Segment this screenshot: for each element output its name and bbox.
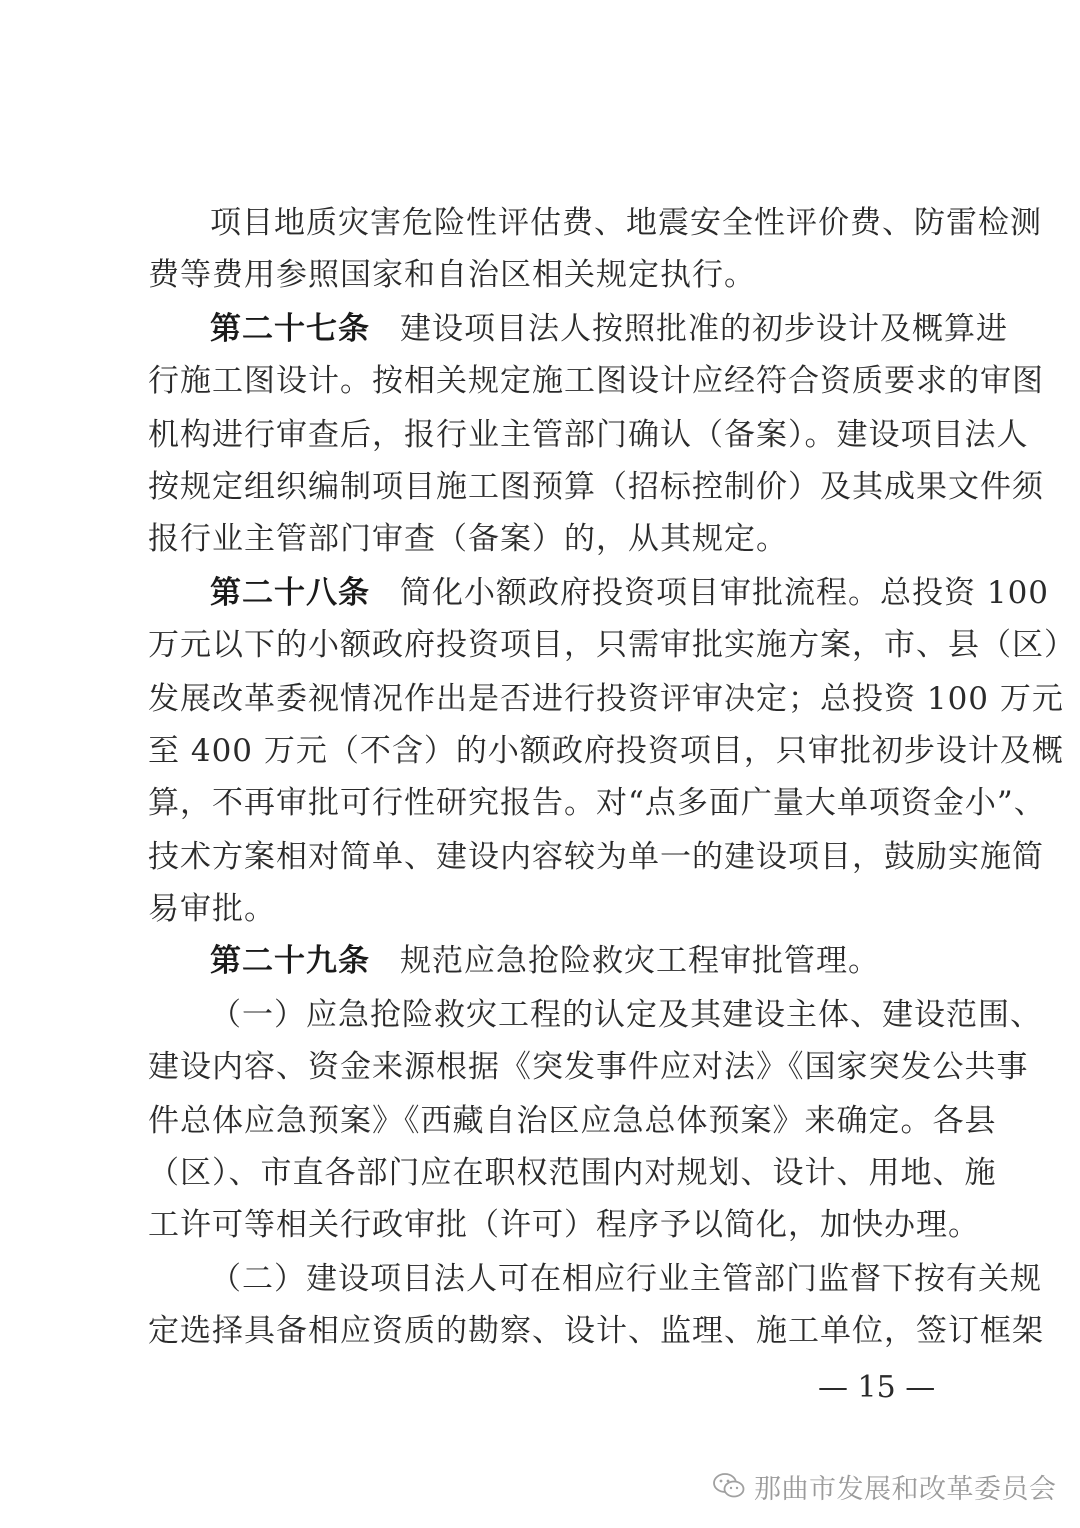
paragraph-line: （一）应急抢险救灾工程的认定及其建设主体、建设范围、 xyxy=(210,997,1042,1033)
paragraph-line: 定选择具备相应资质的勘察、设计、监理、施工单位，签订框架 xyxy=(148,1313,1044,1349)
paragraph-line: 技术方案相对简单、建设内容较为单一的建设项目，鼓励实施简 xyxy=(148,839,1044,875)
paragraph-line: （区）、市直各部门应在职权范围内对规划、设计、用地、施 xyxy=(148,1155,997,1191)
paragraph-line: 费等费用参照国家和自治区相关规定执行。 xyxy=(148,257,756,293)
paragraph-line: 报行业主管部门审查（备案）的，从其规定。 xyxy=(148,521,788,557)
article-heading: 第二十八条 xyxy=(210,575,370,611)
wechat-icon xyxy=(712,1471,746,1501)
paragraph-line: 机构进行审查后，报行业主管部门确认（备案）。建设项目法人 xyxy=(148,417,1029,453)
wechat-watermark xyxy=(712,1466,1057,1506)
paragraph-line: 件总体应急预案》《西藏自治区应急总体预案》来确定。各县 xyxy=(148,1103,997,1139)
article-29-line: 第二十九条 规范应急抢险救灾工程审批管理。 xyxy=(210,943,880,979)
paragraph-line: 行施工图设计。按相关规定施工图设计应经符合资质要求的审图 xyxy=(148,363,1044,399)
article-heading: 第二十七条 xyxy=(210,311,370,347)
paragraph-line: 发展改革委视情况作出是否进行投资评审决定；总投资 100 万元 xyxy=(148,681,1064,717)
page-number: — 15 — xyxy=(818,1370,936,1405)
article-28-line: 第二十八条 简化小额政府投资项目审批流程。总投资 100 xyxy=(210,575,1050,611)
paragraph-line: 建设内容、资金来源根据《突发事件应对法》《国家突发公共事 xyxy=(148,1049,1029,1085)
article-heading: 第二十九条 xyxy=(210,943,370,979)
paragraph-line: 工许可等相关行政审批（许可）程序予以简化，加快办理。 xyxy=(148,1207,980,1243)
paragraph-line: 至 400 万元（不含）的小额政府投资项目，只审批初步设计及概 xyxy=(148,733,1064,769)
article-27-line: 第二十七条 建设项目法人按照批准的初步设计及概算进 xyxy=(210,311,1008,347)
paragraph-line: 易审批。 xyxy=(148,891,276,927)
paragraph-line: 算，不再审批可行性研究报告。对“点多面广量大单项资金小”、 xyxy=(148,785,1046,821)
paragraph-line: 按规定组织编制项目施工图预算（招标控制价）及其成果文件须 xyxy=(148,469,1044,505)
paragraph-line: （二）建设项目法人可在相应行业主管部门监督下按有关规 xyxy=(210,1261,1042,1297)
paragraph-line: 万元以下的小额政府投资项目，只需审批实施方案，市、县（区） xyxy=(148,627,1076,663)
paragraph-line: 项目地质灾害危险性评估费、地震安全性评价费、防雷检测 xyxy=(210,205,1042,241)
watermark-text: 那曲市发展和改革委员会 xyxy=(754,1473,1057,1505)
